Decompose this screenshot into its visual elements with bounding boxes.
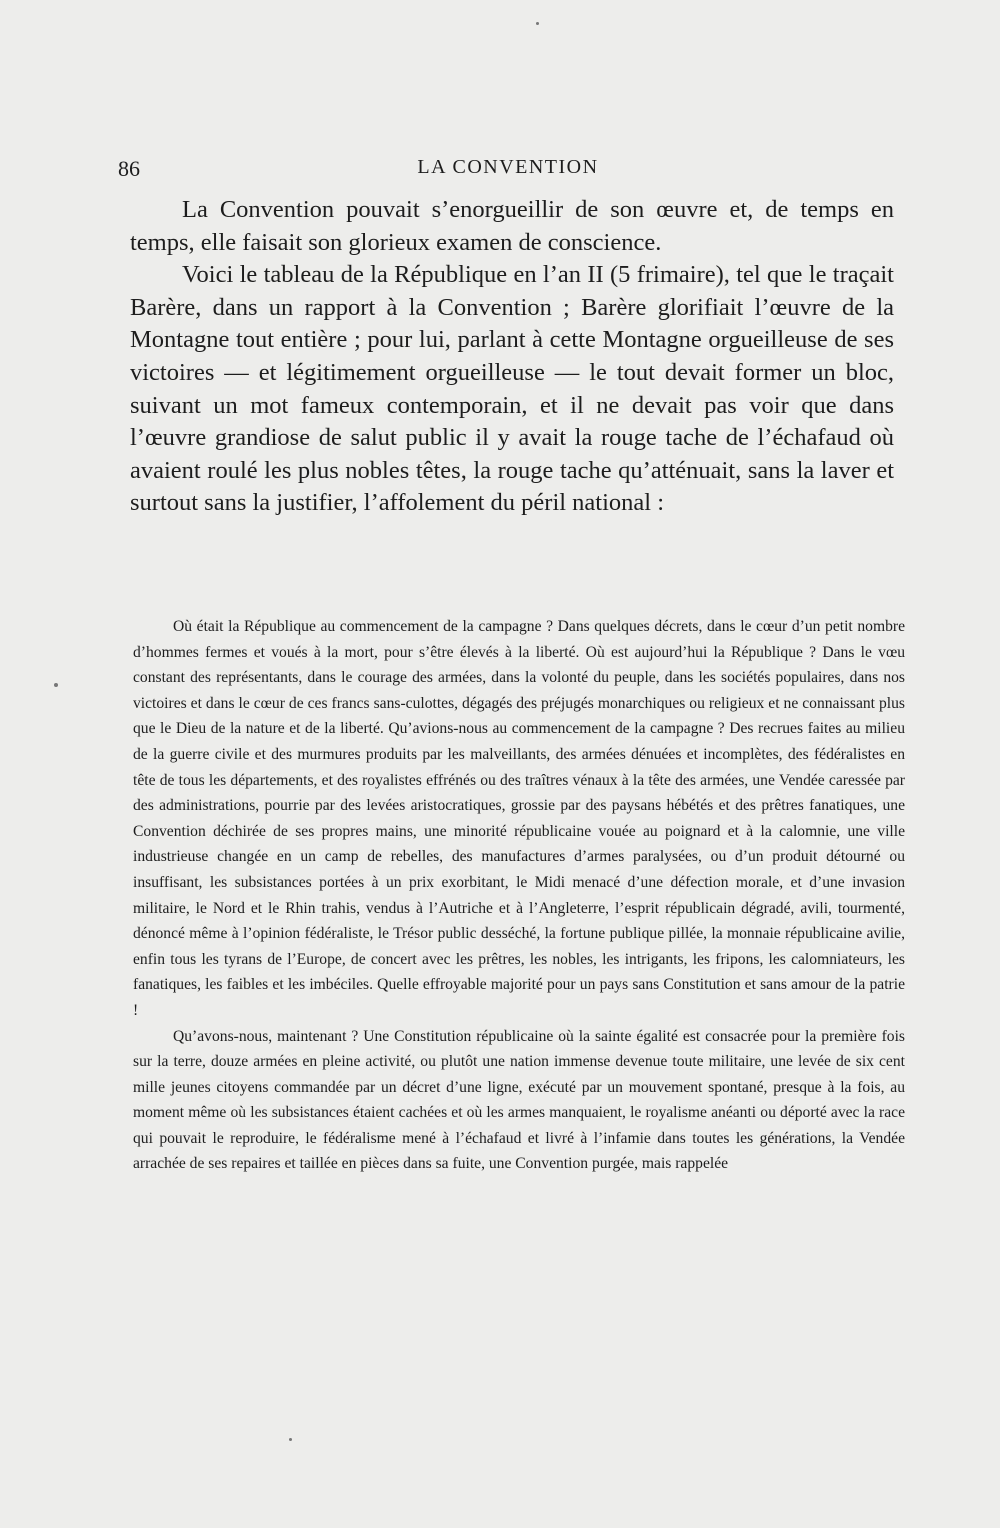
paper-speck [536,22,539,25]
quoted-report [133,614,905,1177]
main-text [130,194,894,520]
paper-speck [289,1438,292,1441]
page-header [118,150,898,186]
running-head: LA CONVENTION [417,156,599,178]
quote-paragraph: Qu’avons-nous, maintenant ? Une Constitution républicaine où la sainte égalité est consacrée pour la première fois sur la terre, douze armées en pleine activité, ou plutôt une nation immense devenue toute militaire, une levée de six cent mille jeunes citoyens commandée par un décret d’une ligne, exécuté par un mouvement spontané, presque à la fois, au moment même où les subsistances étaient cachées et où les armes manquaient, le royalisme anéanti ou déporté avec la race qui pouvait le reproduire, le fédéralisme mené à l’échafaud et livré à l’infamie dans toutes les générations, la Vendée arrachée de ses repaires et taillée en pièces dans sa fuite, une Convention purgée, mais rappelée [133,1027,905,1173]
paper-speck [54,683,58,687]
paragraph: La Convention pouvait s’enorgueillir de son œuvre et, de temps en temps, elle faisait son glorieux examen de conscience. [130,196,894,256]
paragraph: Voici le tableau de la République en l’an II (5 frimaire), tel que le traçait Barère, dans un rapport à la Convention ; Barère glorifiait l’œuvre de la Montagne tout entière ; pour lui, parlant à cette Montagne orgueilleuse de ses victoires — et légitimement orgueilleuse — le tout devait former un bloc, suivant un mot fameux contemporain, et il ne devait pas voir que dans l’œuvre grandiose de salut public il y avait la rouge tache de l’échafaud où avaient roulé les plus nobles têtes, la rouge tache qu’atténuait, sans la laver et surtout sans la justifier, l’affolement du péril national : [130,261,894,517]
quote-paragraph: Où était la République au commencement de la campagne ? Dans quelques décrets, dans le cœur d’un petit nombre d’hommes fermes et voués à la mort, pour s’être élevés à la liberté. Où est aujourd’hui la République ? Dans le vœu constant des représentants, dans le courage des armées, dans la volonté du peuple, dans les sociétés populaires, dans nos victoires et dans le cœur de ces francs sans-culottes, dégagés des préjugés monarchiques ou religieux et ne connaissant plus que le Dieu de la nature et de la liberté. Qu’avions-nous au commencement de la campagne ? Des recrues faites au milieu de la guerre civile et des murmures produits par les malveillants, des armées dénuées et incomplètes, des fédéralistes en tête de tous les départements, et des royalistes effrénés ou des traîtres vénaux à la tête des armées, une Vendée caressée par des administrations, pourrie par des levées aristocratiques, grossie par des paysans hébétés et des prêtres fanatiques, une Convention déchirée de ses propres mains, une minorité républicaine vouée au poignard et à la calomnie, une ville industrieuse changée en un camp de rebelles, des manufactures d’armes paralysées, ou d’un produit détourné ou insuffisant, les subsistances portées à un prix exorbitant, le Midi menacé d’une défection morale, et d’une invasion militaire, le Nord et le Rhin trahis, vendus à l’Autriche et à l’Angleterre, l’esprit républicain dégradé, avili, tourmenté, dénoncé même à l’opinion fédéraliste, le Trésor public desséché, la fortune publique pillée, la monnaie républicaine avilie, enfin tous les tyrans de l’Europe, de concert avec les prêtres, les nobles, les intrigants, les fripons, les calomniateurs, les fanatiques, les faibles et les imbéciles. Quelle effroyable majorité pour un pays sans Constitution et sans amour de la patrie ! [133,618,905,1019]
page-number: 86 [118,156,140,181]
